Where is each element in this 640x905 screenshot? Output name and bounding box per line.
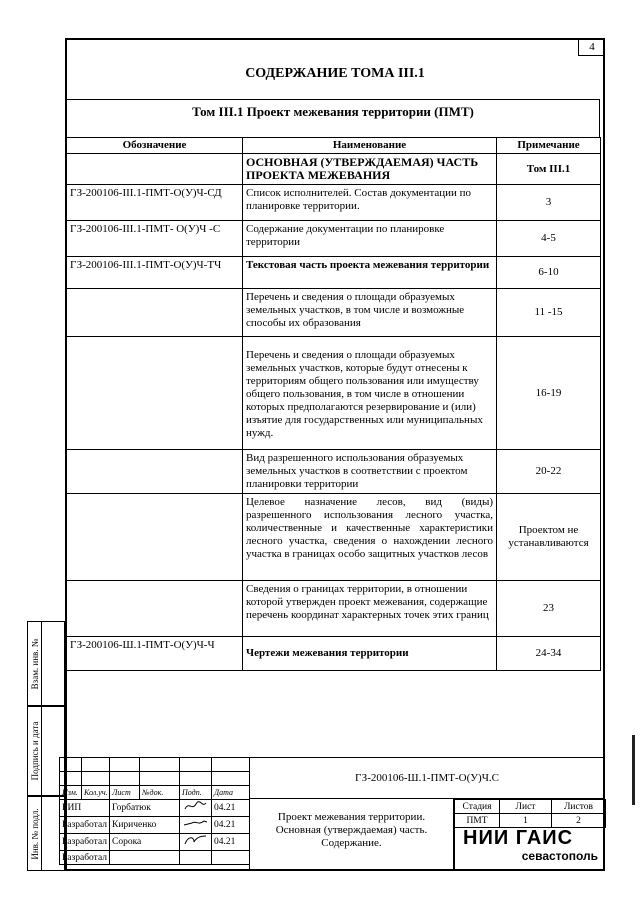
org-logo [454,825,605,871]
table-row [67,637,601,671]
doc-code-box [249,757,605,799]
hdr-sheet: Лист [110,786,140,800]
sig-role: Разработал [60,817,110,834]
volume-title: Том III.1 Проект межевания территории (ПМТ) [66,99,600,137]
row-note: 24-34 [497,637,601,671]
col-name-header: Наименование [243,138,497,154]
sheet-value: 1 [500,814,552,828]
row-designation: ГЗ-200106-Ш.1-ПМТ-О(У)Ч-Ч [67,637,243,671]
sig-role: Разработал [60,834,110,851]
table-row [67,185,601,221]
contents-table [66,137,601,671]
row-designation: ГЗ-200106-III.1-ПМТ-О(У)Ч-СД [67,185,243,221]
hdr-sign: Подп. [180,786,212,800]
row-name: Перечень и сведения о площади образуемых земельных участков, которые будут отнесены к территориям общего пользования или имуществу общего пользования, в том числе в отношении которых предполагаются резервирование и (или) изъятие для государственных или муниципальных нужд. [243,337,497,450]
row-name: Вид разрешенного использования образуемых земельных участков в соответствии с проектом планировки территории [243,450,497,494]
doc-description: Проект межевания территории. Основная (утверждаемая) часть. Содержание. [249,799,454,871]
stage-value: ПМТ [455,814,500,828]
sig-name: Сорока [110,834,180,851]
row-designation: ГЗ-200106-III.1-ПМТ-О(У)Ч-ТЧ [67,257,243,289]
row-note: 3 [497,185,601,221]
sig-date: 04.21 [212,834,250,851]
row-note: Том III.1 [497,154,601,185]
hdr-count: Кол.уч. [82,786,110,800]
sig-name [110,851,180,865]
row-note: 6-10 [497,257,601,289]
stage-table [454,799,606,828]
side-replace-inv [27,621,65,706]
org-city: севастополь [521,849,598,863]
sig-date: 04.21 [212,800,250,817]
hdr-change: Изм. [60,786,82,800]
col-designation-header: Обозначение [67,138,243,154]
signature-mark [180,800,212,817]
row-name: Целевое назначение лесов, вид (виды) разрешенного использования лесного участка, количественные и качественные характеристики лесного участка, сведения о нахождении лесного участка в границах особо защитных участков лесов [243,494,497,581]
signature-row [60,851,250,865]
page-title: СОДЕРЖАНИЕ ТОМА III.1 [245,66,425,81]
row-designation [67,289,243,337]
row-name: Сведения о границах территории, в отношении которой утвержден проект межевания, содержащие перечень координат характерных точек этих границ [243,581,497,637]
title-block [59,757,605,871]
row-note: 23 [497,581,601,637]
side-label-replace: Взам. инв. № [29,638,40,689]
sig-role: Разработал [60,851,110,865]
row-note: 11 -15 [497,289,601,337]
row-designation: ГЗ-200106-III.1-ПМТ- О(У)Ч -С [67,221,243,257]
table-row [67,337,601,450]
hdr-docno: №док. [140,786,180,800]
row-note: 20-22 [497,450,601,494]
table-row [67,494,601,581]
row-name: Список исполнителей. Состав документации по планировке территории. [243,185,497,221]
row-note: Проектом не устанавливаются [497,494,601,581]
table-row [67,581,601,637]
org-name: НИИ ГАИС [463,827,574,849]
row-designation [67,450,243,494]
side-label-inv: Инв. № подл. [29,807,40,860]
sheets-label: Листов [552,800,606,814]
revision-header [60,786,250,800]
doc-code: ГЗ-200106-Ш.1-ПМТ-О(У)Ч.С [355,772,499,784]
sig-role: ГИП [60,800,110,817]
revision-table [59,757,250,800]
col-note-header: Примечание [497,138,601,154]
sig-date: 04.21 [212,817,250,834]
row-name: Чертежи межевания территории [243,637,497,671]
sheets-value: 2 [552,814,606,828]
row-name: Перечень и сведения о площади образуемых земельных участков, в том числе и возможные способы их образования [243,289,497,337]
table-row [67,221,601,257]
signatures-table [59,799,250,865]
table-row [67,257,601,289]
page-number: 4 [578,38,605,56]
signature-row [60,800,250,817]
row-name: ОСНОВНАЯ (УТВЕРЖДАЕМАЯ) ЧАСТЬ ПРОЕКТА МЕЖЕВАНИЯ [243,154,497,185]
scan-artifact [632,735,635,805]
sig-name: Кириченко [110,817,180,834]
row-note: 16-19 [497,337,601,450]
row-name: Текстовая часть проекта межевания территории [243,257,497,289]
signature-row [60,834,250,851]
table-row [67,154,601,185]
row-designation [67,337,243,450]
side-label-sign: Подпись и дата [29,721,40,781]
row-designation [67,494,243,581]
signature-row [60,817,250,834]
stage-label: Стадия [455,800,500,814]
row-designation [67,154,243,185]
sig-name: Горбатюк [110,800,180,817]
signature-mark [180,817,212,834]
table-row [67,289,601,337]
signature-mark [180,834,212,851]
row-note: 4-5 [497,221,601,257]
table-header-row [67,138,601,154]
hdr-date: Дата [212,786,250,800]
sheet-label: Лист [500,800,552,814]
row-designation [67,581,243,637]
row-name: Содержание документации по планировке территории [243,221,497,257]
sig-date [212,851,250,865]
table-row [67,450,601,494]
